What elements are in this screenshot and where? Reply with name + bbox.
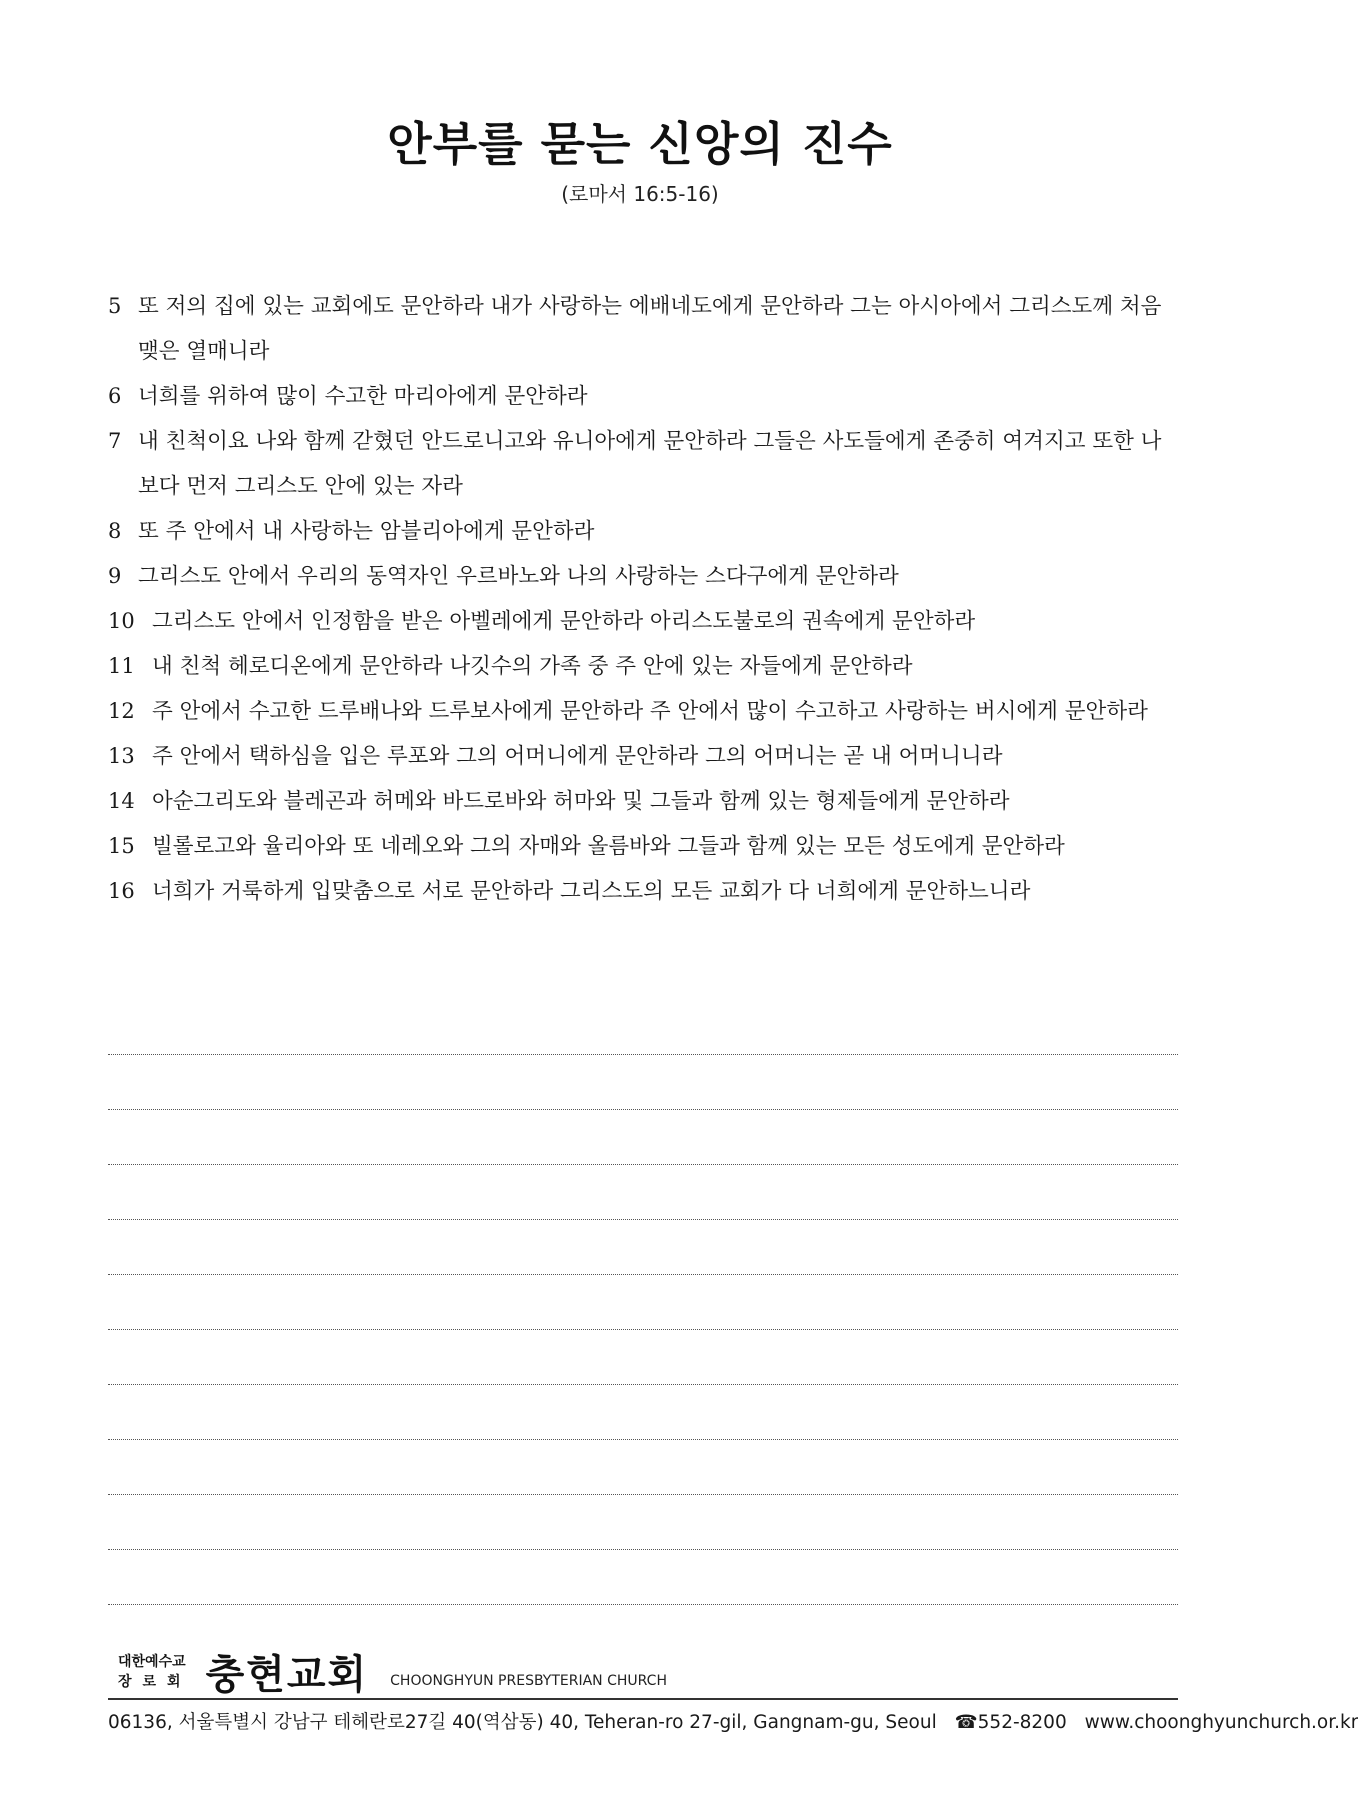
verse-item [108,644,1178,689]
address: 06136, 서울특별시 강남구 테헤란로27길 40(역삼동) 40, Teheran-ro 27-gil, Gangnam-gu, Seoul [108,1712,937,1733]
verse-item [108,419,1178,509]
note-line [108,1330,1178,1385]
phone-number: ☎552-8200 [954,1712,1067,1733]
website-link[interactable]: www.choonghyunchurch.or.kr [1084,1712,1358,1733]
verse-number: 14 [108,789,135,813]
verse-text: 또 저의 집에 있는 교회에도 문안하라 내가 사랑하는 에배네도에게 문안하라 그는 아시아에서 그리스도께 처음 맺은 열매니라 [138,294,1162,364]
church-logo [118,1643,667,1700]
verse-text: 주 안에서 수고한 드루배나와 드루보사에게 문안하라 주 안에서 많이 수고하고 사랑하는 버시에게 문안하라 [152,699,1148,724]
verse-item [108,374,1178,419]
verse-text: 아순그리도와 블레곤과 허메와 바드로바와 허마와 및 그들과 함께 있는 형제들에게 문안하라 [152,789,1010,814]
verse-number: 16 [108,879,135,903]
verse-number: 11 [108,654,135,678]
verse-text: 내 친척이요 나와 함께 갇혔던 안드로니고와 유니아에게 문안하라 그들은 사도들에게 존중히 여겨지고 또한 나보다 먼저 그리스도 안에 있는 자라 [138,429,1162,499]
note-lines [108,1000,1178,1605]
note-line [108,1000,1178,1055]
verse-item [108,824,1178,869]
denomination-mark [118,1652,192,1692]
verse-list [108,284,1178,914]
verse-item [108,284,1178,374]
note-line [108,1275,1178,1330]
church-name-en: CHOONGHYUN PRESBYTERIAN CHURCH [390,1672,667,1689]
denomination-line: 대한예수교 [118,1653,186,1670]
footer-divider [108,1698,1178,1700]
verse-text: 그리스도 안에서 우리의 동역자인 우르바노와 나의 사랑하는 스다구에게 문안하라 [138,564,899,589]
note-line [108,1550,1178,1605]
verse-number: 10 [108,609,135,633]
verse-number: 7 [108,429,122,453]
verse-item [108,689,1178,734]
church-name-ko: 충현교회 [205,1651,369,1698]
footer-contact [108,1708,1358,1734]
verse-text: 주 안에서 택하심을 입은 루포와 그의 어머니에게 문안하라 그의 어머니는 곧 내 어머니니라 [152,744,1003,769]
page-title: 안부를 묻는 신앙의 진수 [387,117,893,171]
verse-number: 12 [108,699,135,723]
verse-item [108,554,1178,599]
note-line [108,1165,1178,1220]
verse-number: 9 [108,564,122,588]
verse-item [108,734,1178,779]
verse-text: 너희가 거룩하게 입맞춤으로 서로 문안하라 그리스도의 모든 교회가 다 너희에게 문안하느니라 [152,879,1031,904]
verse-number: 6 [108,384,122,408]
verse-number: 8 [108,519,122,543]
note-line [108,1385,1178,1440]
verse-item [108,599,1178,644]
verse-number: 5 [108,294,122,318]
verse-text: 또 주 안에서 내 사랑하는 암블리아에게 문안하라 [138,519,595,544]
note-line [108,1055,1178,1110]
verse-text: 그리스도 안에서 인정함을 받은 아벨레에게 문안하라 아리스도불로의 권속에게 문안하라 [152,609,976,634]
denomination-line: 장로회 [118,1673,192,1690]
verse-item [108,869,1178,914]
scripture-reference: (로마서 16:5-16) [561,182,719,206]
note-line [108,1440,1178,1495]
verse-number: 15 [108,834,135,858]
verse-text: 빌롤로고와 율리아와 또 네레오와 그의 자매와 올름바와 그들과 함께 있는 모든 성도에게 문안하라 [152,834,1065,859]
verse-item [108,779,1178,824]
note-line [108,1495,1178,1550]
verse-text: 내 친척 헤로디온에게 문안하라 나깃수의 가족 중 주 안에 있는 자들에게 문안하라 [152,654,913,679]
verse-text: 너희를 위하여 많이 수고한 마리아에게 문안하라 [138,384,588,409]
verse-item [108,509,1178,554]
note-line [108,1110,1178,1165]
note-line [108,1220,1178,1275]
verse-number: 13 [108,744,135,768]
